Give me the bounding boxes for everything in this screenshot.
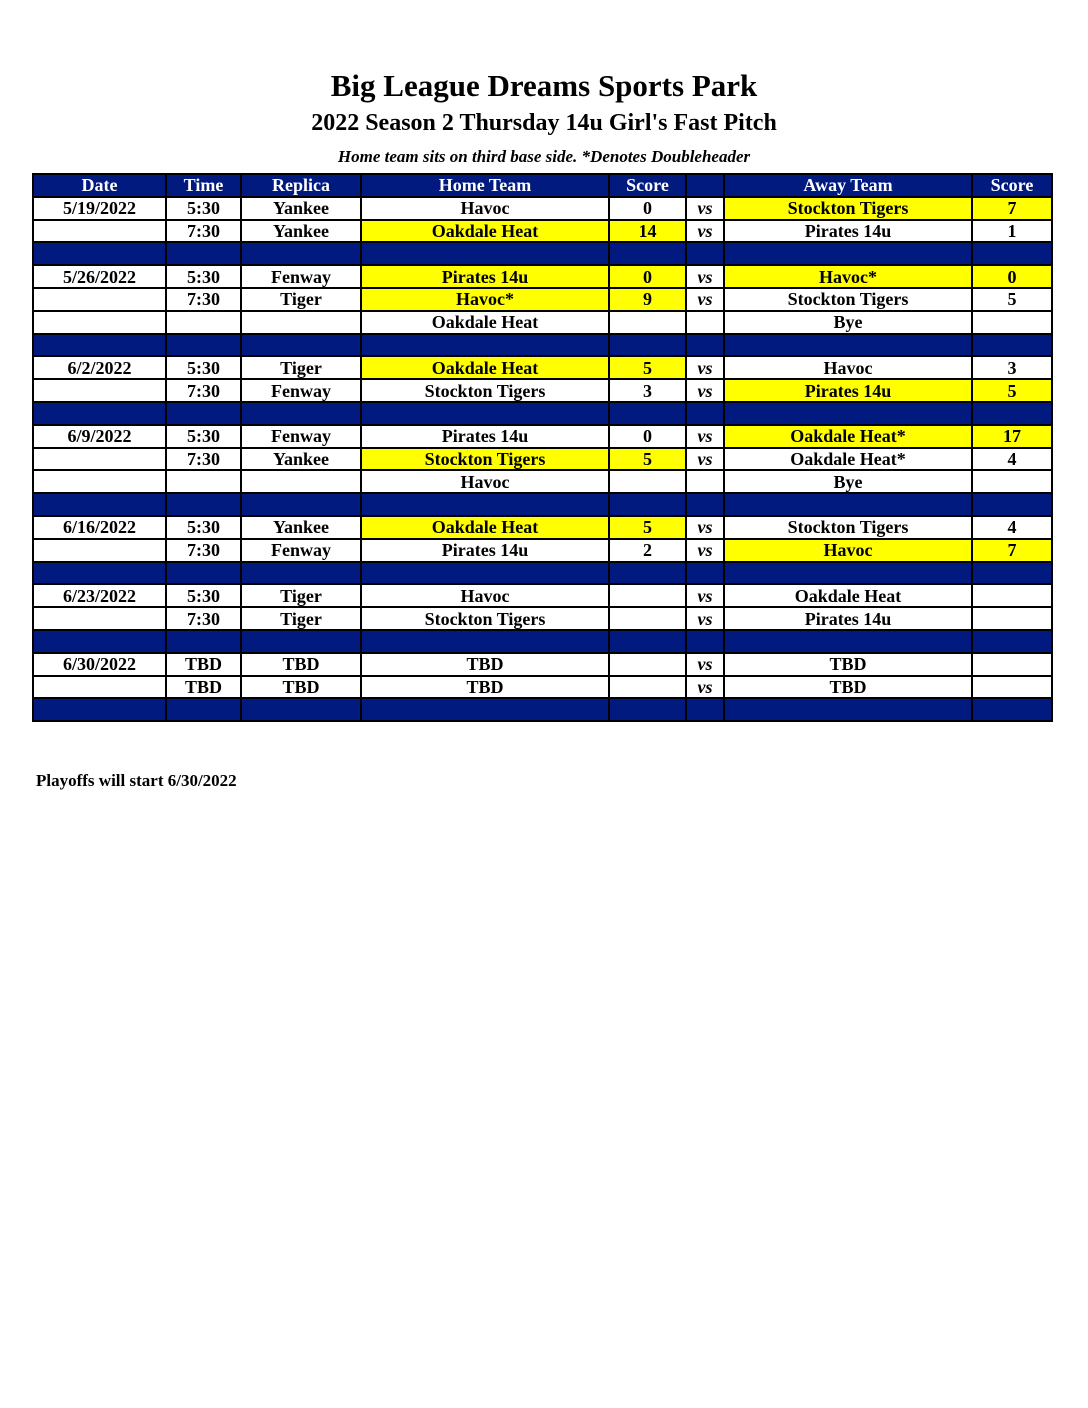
away-team-cell: Pirates 14u: [724, 607, 972, 630]
column-header-away-team: Away Team: [724, 174, 972, 197]
vs-cell: vs: [686, 584, 724, 607]
spacer-cell: [166, 334, 241, 357]
time-cell: 5:30: [166, 356, 241, 379]
replica-field-cell: Yankee: [241, 197, 361, 220]
spacer-row: [33, 698, 1052, 721]
away-team-cell: Bye: [724, 470, 972, 493]
away-score-cell: [972, 470, 1052, 493]
date-cell: 6/23/2022: [33, 584, 166, 607]
spacer-row: [33, 334, 1052, 357]
schedule-note: Home team sits on third base side. *Denotes Doubleheader: [337, 147, 751, 166]
replica-field-cell: Yankee: [241, 516, 361, 539]
home-team-cell: Pirates 14u: [361, 265, 609, 288]
away-team-cell: TBD: [724, 653, 972, 676]
home-team-cell: Pirates 14u: [361, 539, 609, 562]
spacer-cell: [972, 242, 1052, 265]
away-team-cell: Stockton Tigers: [724, 516, 972, 539]
column-header-date: Date: [33, 174, 166, 197]
spacer-cell: [33, 493, 166, 516]
spacer-cell: [724, 334, 972, 357]
vs-cell: vs: [686, 448, 724, 471]
date-cell: [33, 607, 166, 630]
game-row: [33, 653, 1052, 676]
date-cell: [33, 470, 166, 493]
vs-cell: vs: [686, 356, 724, 379]
column-header-home-score: Score: [609, 174, 686, 197]
home-team-cell: Havoc*: [361, 288, 609, 311]
time-cell: 7:30: [166, 607, 241, 630]
vs-cell: vs: [686, 379, 724, 402]
vs-cell: vs: [686, 220, 724, 243]
home-score-cell: [609, 607, 686, 630]
spacer-cell: [972, 698, 1052, 721]
spacer-cell: [241, 242, 361, 265]
date-cell: [33, 448, 166, 471]
time-cell: TBD: [166, 676, 241, 699]
spacer-cell: [241, 630, 361, 653]
away-team-cell: Havoc: [724, 539, 972, 562]
vs-cell: vs: [686, 607, 724, 630]
home-score-cell: 2: [609, 539, 686, 562]
home-team-cell: Stockton Tigers: [361, 607, 609, 630]
date-cell: [33, 311, 166, 334]
spacer-cell: [361, 334, 609, 357]
spacer-cell: [972, 402, 1052, 425]
replica-field-cell: TBD: [241, 653, 361, 676]
home-score-cell: 0: [609, 265, 686, 288]
away-score-cell: [972, 584, 1052, 607]
date-cell: 6/16/2022: [33, 516, 166, 539]
replica-field-cell: [241, 470, 361, 493]
replica-field-cell: Tiger: [241, 607, 361, 630]
spacer-cell: [166, 242, 241, 265]
vs-cell: vs: [686, 265, 724, 288]
spacer-cell: [361, 493, 609, 516]
away-team-cell: Havoc: [724, 356, 972, 379]
date-cell: 6/2/2022: [33, 356, 166, 379]
home-score-cell: [609, 676, 686, 699]
replica-field-cell: Tiger: [241, 584, 361, 607]
away-score-cell: 7: [972, 539, 1052, 562]
game-row: [33, 676, 1052, 699]
away-score-cell: 5: [972, 288, 1052, 311]
spacer-cell: [361, 402, 609, 425]
spacer-cell: [686, 242, 724, 265]
time-cell: 7:30: [166, 448, 241, 471]
home-score-cell: 9: [609, 288, 686, 311]
spacer-cell: [166, 698, 241, 721]
column-header-time: Time: [166, 174, 241, 197]
time-cell: [166, 470, 241, 493]
home-score-cell: 3: [609, 379, 686, 402]
spacer-row: [33, 493, 1052, 516]
home-score-cell: 5: [609, 448, 686, 471]
spacer-cell: [166, 402, 241, 425]
spacer-cell: [33, 630, 166, 653]
away-score-cell: [972, 607, 1052, 630]
home-team-cell: Oakdale Heat: [361, 311, 609, 334]
spacer-cell: [361, 562, 609, 585]
spacer-cell: [686, 493, 724, 516]
away-team-cell: Bye: [724, 311, 972, 334]
game-row: [33, 288, 1052, 311]
away-team-cell: Pirates 14u: [724, 220, 972, 243]
column-header-vs: [686, 174, 724, 197]
home-team-cell: Stockton Tigers: [361, 448, 609, 471]
vs-cell: vs: [686, 539, 724, 562]
home-team-cell: Havoc: [361, 197, 609, 220]
home-score-cell: 5: [609, 356, 686, 379]
away-score-cell: [972, 653, 1052, 676]
spacer-cell: [241, 402, 361, 425]
away-team-cell: Stockton Tigers: [724, 288, 972, 311]
vs-cell: vs: [686, 288, 724, 311]
game-row: [33, 584, 1052, 607]
home-team-cell: TBD: [361, 653, 609, 676]
spacer-cell: [724, 493, 972, 516]
spacer-cell: [609, 698, 686, 721]
home-team-cell: Havoc: [361, 584, 609, 607]
spacer-cell: [241, 334, 361, 357]
time-cell: TBD: [166, 653, 241, 676]
spacer-cell: [609, 562, 686, 585]
spacer-cell: [33, 334, 166, 357]
game-row: [33, 470, 1052, 493]
away-team-cell: Pirates 14u: [724, 379, 972, 402]
date-cell: 6/9/2022: [33, 425, 166, 448]
home-team-cell: TBD: [361, 676, 609, 699]
spacer-cell: [686, 630, 724, 653]
replica-field-cell: Yankee: [241, 220, 361, 243]
home-score-cell: 5: [609, 516, 686, 539]
date-cell: [33, 288, 166, 311]
spacer-cell: [609, 334, 686, 357]
spacer-cell: [972, 630, 1052, 653]
away-score-cell: 4: [972, 448, 1052, 471]
spacer-cell: [361, 698, 609, 721]
spacer-cell: [166, 630, 241, 653]
vs-cell: vs: [686, 676, 724, 699]
home-team-cell: Stockton Tigers: [361, 379, 609, 402]
time-cell: 5:30: [166, 425, 241, 448]
away-score-cell: [972, 311, 1052, 334]
home-score-cell: 0: [609, 425, 686, 448]
column-header-home-team: Home Team: [361, 174, 609, 197]
vs-cell: vs: [686, 197, 724, 220]
replica-field-cell: Fenway: [241, 379, 361, 402]
spacer-cell: [241, 698, 361, 721]
replica-field-cell: Fenway: [241, 539, 361, 562]
date-cell: [33, 379, 166, 402]
time-cell: [166, 311, 241, 334]
spacer-cell: [361, 630, 609, 653]
away-team-cell: TBD: [724, 676, 972, 699]
date-cell: [33, 220, 166, 243]
time-cell: 7:30: [166, 539, 241, 562]
spacer-cell: [724, 630, 972, 653]
replica-field-cell: Tiger: [241, 288, 361, 311]
time-cell: 7:30: [166, 379, 241, 402]
date-cell: [33, 676, 166, 699]
away-score-cell: [972, 676, 1052, 699]
time-cell: 5:30: [166, 516, 241, 539]
home-team-cell: Havoc: [361, 470, 609, 493]
vs-cell: vs: [686, 425, 724, 448]
game-row: [33, 220, 1052, 243]
replica-field-cell: [241, 311, 361, 334]
spacer-cell: [241, 562, 361, 585]
spacer-cell: [724, 562, 972, 585]
spacer-cell: [724, 402, 972, 425]
replica-field-cell: Fenway: [241, 425, 361, 448]
away-score-cell: 3: [972, 356, 1052, 379]
replica-field-cell: Yankee: [241, 448, 361, 471]
home-team-cell: Oakdale Heat: [361, 356, 609, 379]
game-row: [33, 425, 1052, 448]
spacer-cell: [33, 698, 166, 721]
home-score-cell: 14: [609, 220, 686, 243]
away-score-cell: 0: [972, 265, 1052, 288]
away-team-cell: Oakdale Heat*: [724, 425, 972, 448]
page-title: Big League Dreams Sports Park: [330, 68, 758, 103]
spacer-cell: [686, 334, 724, 357]
home-team-cell: Pirates 14u: [361, 425, 609, 448]
date-cell: 5/26/2022: [33, 265, 166, 288]
spacer-cell: [686, 698, 724, 721]
away-team-cell: Oakdale Heat*: [724, 448, 972, 471]
spacer-cell: [609, 493, 686, 516]
date-cell: 6/30/2022: [33, 653, 166, 676]
time-cell: 5:30: [166, 265, 241, 288]
spacer-cell: [166, 562, 241, 585]
time-cell: 7:30: [166, 220, 241, 243]
spacer-cell: [609, 402, 686, 425]
spacer-cell: [609, 242, 686, 265]
spacer-row: [33, 630, 1052, 653]
spacer-cell: [361, 242, 609, 265]
replica-field-cell: TBD: [241, 676, 361, 699]
time-cell: 7:30: [166, 288, 241, 311]
away-score-cell: 5: [972, 379, 1052, 402]
game-row: [33, 197, 1052, 220]
spacer-cell: [972, 334, 1052, 357]
date-cell: [33, 539, 166, 562]
spacer-cell: [972, 493, 1052, 516]
game-row: [33, 607, 1052, 630]
away-score-cell: 7: [972, 197, 1052, 220]
page-subtitle: 2022 Season 2 Thursday 14u Girl's Fast Pitch: [311, 110, 777, 136]
replica-field-cell: Fenway: [241, 265, 361, 288]
home-team-cell: Oakdale Heat: [361, 516, 609, 539]
spacer-cell: [609, 630, 686, 653]
spacer-cell: [166, 493, 241, 516]
away-score-cell: 17: [972, 425, 1052, 448]
away-team-cell: Oakdale Heat: [724, 584, 972, 607]
home-score-cell: 0: [609, 197, 686, 220]
away-team-cell: Stockton Tigers: [724, 197, 972, 220]
game-row: [33, 265, 1052, 288]
column-header-away-score: Score: [972, 174, 1052, 197]
home-score-cell: [609, 584, 686, 607]
replica-field-cell: Tiger: [241, 356, 361, 379]
spacer-cell: [686, 562, 724, 585]
vs-cell: vs: [686, 516, 724, 539]
schedule-table: [32, 173, 1053, 722]
game-row: [33, 539, 1052, 562]
game-row: [33, 516, 1052, 539]
spacer-cell: [724, 242, 972, 265]
away-score-cell: 1: [972, 220, 1052, 243]
vs-cell: [686, 470, 724, 493]
game-row: [33, 379, 1052, 402]
date-cell: 5/19/2022: [33, 197, 166, 220]
game-row: [33, 448, 1052, 471]
spacer-row: [33, 402, 1052, 425]
spacer-row: [33, 242, 1052, 265]
away-score-cell: 4: [972, 516, 1052, 539]
time-cell: 5:30: [166, 584, 241, 607]
home-score-cell: [609, 311, 686, 334]
schedule-body: [33, 197, 1052, 721]
column-header-replica: Replica: [241, 174, 361, 197]
vs-cell: [686, 311, 724, 334]
home-team-cell: Oakdale Heat: [361, 220, 609, 243]
spacer-cell: [972, 562, 1052, 585]
spacer-cell: [33, 402, 166, 425]
spacer-cell: [241, 493, 361, 516]
playoffs-note: Playoffs will start 6/30/2022: [36, 771, 237, 790]
spacer-cell: [33, 242, 166, 265]
spacer-row: [33, 562, 1052, 585]
game-row: [33, 311, 1052, 334]
vs-cell: vs: [686, 653, 724, 676]
time-cell: 5:30: [166, 197, 241, 220]
game-row: [33, 356, 1052, 379]
spacer-cell: [686, 402, 724, 425]
table-header-row: [33, 174, 1052, 197]
spacer-cell: [33, 562, 166, 585]
home-score-cell: [609, 470, 686, 493]
away-team-cell: Havoc*: [724, 265, 972, 288]
spacer-cell: [724, 698, 972, 721]
home-score-cell: [609, 653, 686, 676]
